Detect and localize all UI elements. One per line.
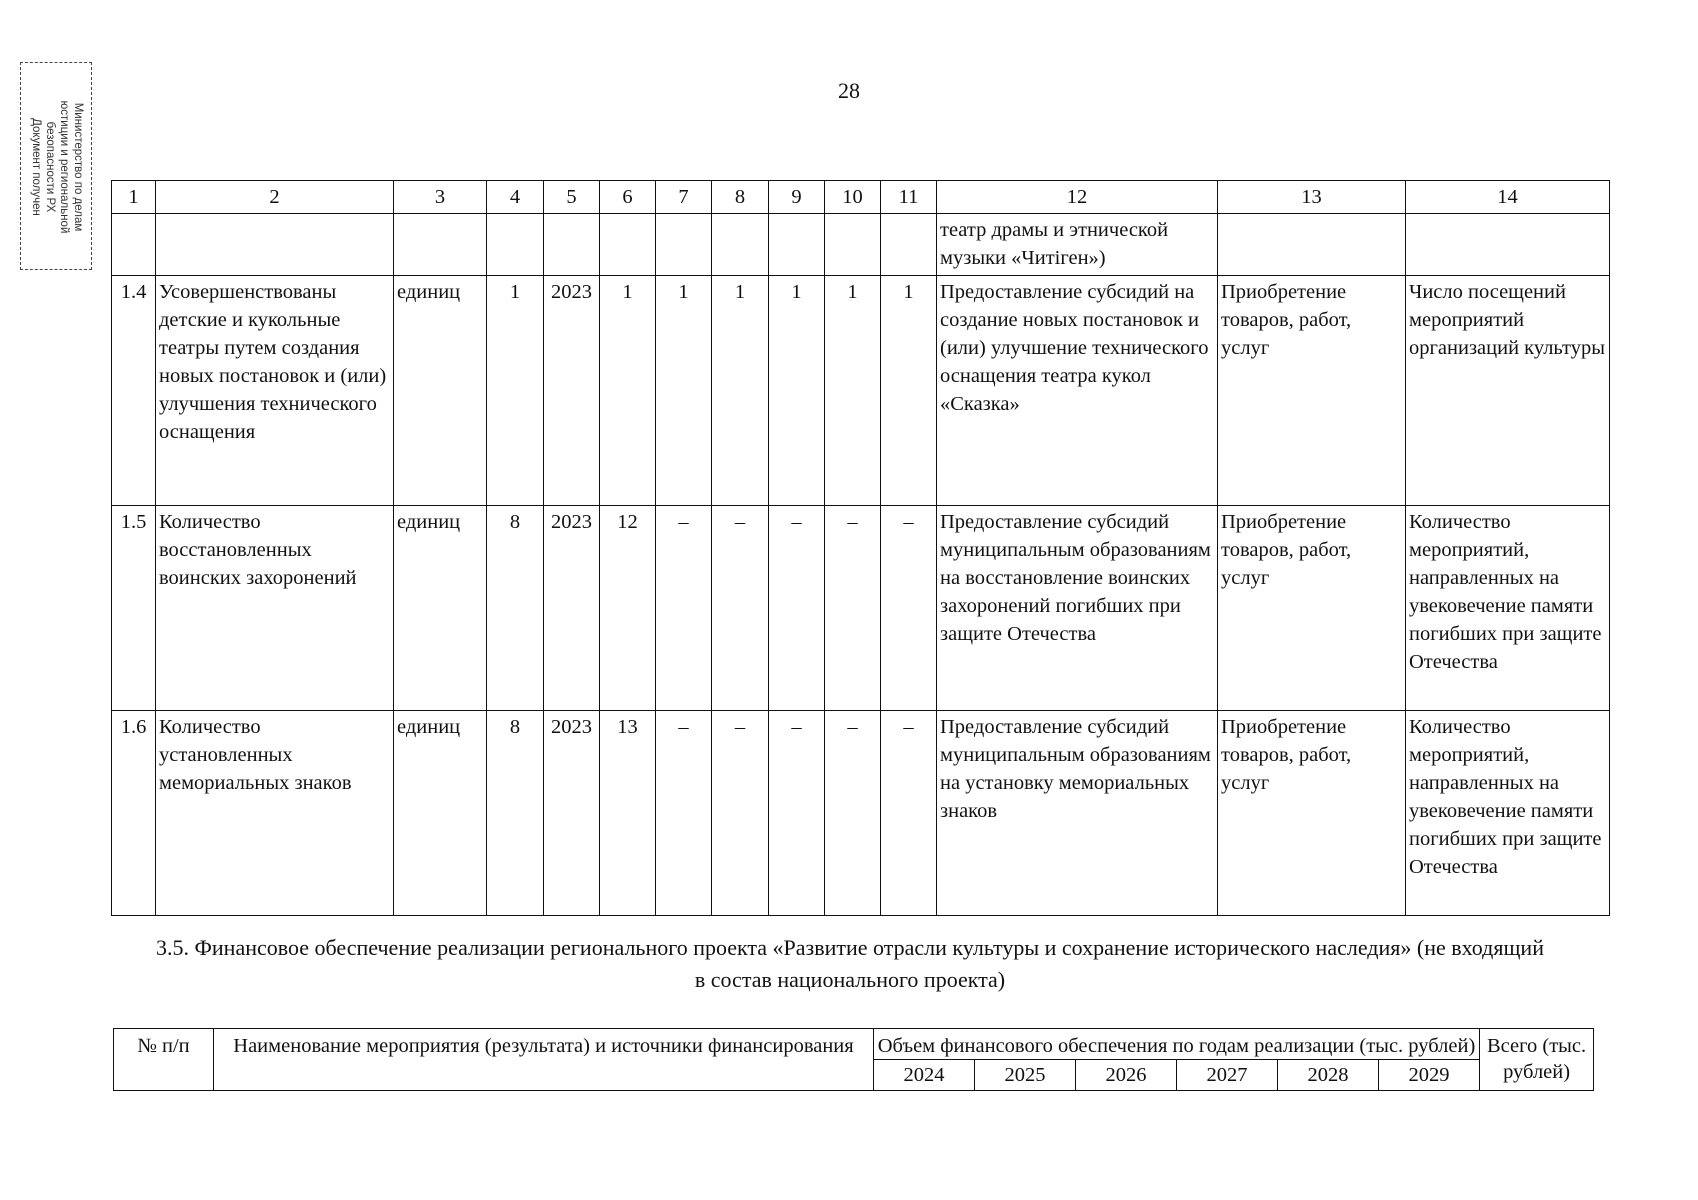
section-title: 3.5. Финансовое обеспечение реализации регионального проекта «Развитие отрасли культуры и сохранение исторического наследия» (не входящий в состав национального проекта) (156, 935, 1544, 992)
table-cell (544, 214, 600, 276)
table-cell: Приобретение товаров, работ, услуг (1218, 711, 1406, 916)
table-cell: 1 (487, 276, 544, 506)
col-volume-header: Объем финансового обеспечения по годам реализации (тыс. рублей) (874, 1029, 1480, 1060)
table-cell (712, 214, 769, 276)
year-header: 2024 (874, 1060, 975, 1091)
column-header: 10 (825, 181, 881, 214)
table-cell: театр драмы и этнической музыки «Читіген») (937, 214, 1218, 276)
column-header: 6 (600, 181, 656, 214)
table-cell (656, 214, 712, 276)
page-number: 28 (838, 78, 860, 103)
table-cell: – (825, 711, 881, 916)
col-number-header: № п/п (114, 1029, 214, 1091)
year-header: 2027 (1177, 1060, 1278, 1091)
table-cell: 1 (769, 276, 825, 506)
column-header: 4 (487, 181, 544, 214)
table-cell (394, 214, 487, 276)
table-cell: 8 (487, 711, 544, 916)
table-cell: – (712, 506, 769, 711)
table-cell: – (769, 506, 825, 711)
table-cell: 1.4 (112, 276, 156, 506)
column-header: 11 (881, 181, 937, 214)
table-cell: 1 (825, 276, 881, 506)
col-total-header: Всего (тыс. рублей) (1480, 1029, 1594, 1091)
table-cell: 1 (656, 276, 712, 506)
table-cell: Количество мероприятий, направленных на увековечение памяти погибших при защите Отечества (1406, 711, 1610, 916)
table-cell: Приобретение товаров, работ, услуг (1218, 506, 1406, 711)
table-cell: Усовершенствованы детские и кукольные театры путем создания новых постановок и (или) улучшения технического оснащения (156, 276, 394, 506)
table-row (112, 276, 1610, 506)
column-header: 14 (1406, 181, 1610, 214)
table-cell (881, 214, 937, 276)
table-cell: 1.5 (112, 506, 156, 711)
year-header: 2025 (975, 1060, 1076, 1091)
table-cell: единиц (394, 506, 487, 711)
table-cell: Предоставление субсидий муниципальным образованиям на восстановление воинских захоронений погибших при защите Отечества (937, 506, 1218, 711)
table-cell: – (881, 506, 937, 711)
table-cell: – (656, 506, 712, 711)
table-cell (487, 214, 544, 276)
column-header: 9 (769, 181, 825, 214)
year-header: 2028 (1278, 1060, 1379, 1091)
table-header-row (114, 1029, 1594, 1060)
table-cell: единиц (394, 711, 487, 916)
table-cell: 2023 (544, 711, 600, 916)
year-header: 2029 (1379, 1060, 1480, 1091)
table-cell: – (881, 711, 937, 916)
table-cell (1218, 214, 1406, 276)
column-header: 7 (656, 181, 712, 214)
table-cell: единиц (394, 276, 487, 506)
stamp-line: Министерство по делам (72, 102, 84, 232)
table-row (112, 711, 1610, 916)
financing-table (113, 1028, 1594, 1091)
table-cell: Предоставление субсидий на создание новых постановок и (или) улучшение технического оснащения театра кукол «Сказка» (937, 276, 1218, 506)
column-header: 13 (1218, 181, 1406, 214)
table-cell: Количество установленных мемориальных знаков (156, 711, 394, 916)
table-cell (600, 214, 656, 276)
table-header-row (112, 181, 1610, 214)
table-cell: 1 (600, 276, 656, 506)
table-cell: Количество восстановленных воинских захоронений (156, 506, 394, 711)
table-cell (769, 214, 825, 276)
table-cell: – (656, 711, 712, 916)
table-cell (1406, 214, 1610, 276)
column-header: 12 (937, 181, 1218, 214)
table-cell: 13 (600, 711, 656, 916)
table-cell: Предоставление субсидий муниципальным образованиям на установку мемориальных знаков (937, 711, 1218, 916)
year-header: 2026 (1076, 1060, 1177, 1091)
table-cell: Количество мероприятий, направленных на увековечение памяти погибших при защите Отечества (1406, 506, 1610, 711)
table-cell: Число посещений мероприятий организаций культуры (1406, 276, 1610, 506)
stamp-line: безопасности РХ (44, 121, 56, 213)
table-cell (156, 214, 394, 276)
table-cell: 2023 (544, 276, 600, 506)
column-header: 3 (394, 181, 487, 214)
table-cell: Приобретение товаров, работ, услуг (1218, 276, 1406, 506)
table-cell: – (825, 506, 881, 711)
table-cell: 8 (487, 506, 544, 711)
results-table (111, 180, 1610, 916)
column-header: 8 (712, 181, 769, 214)
table-cell: 1 (712, 276, 769, 506)
col-name-header: Наименование мероприятия (результата) и источники финансирования (214, 1029, 874, 1091)
table-row (112, 214, 1610, 276)
table-cell: 1.6 (112, 711, 156, 916)
table-cell: 2023 (544, 506, 600, 711)
column-header: 1 (112, 181, 156, 214)
column-header: 2 (156, 181, 394, 214)
stamp-line: юстиции и региональной (58, 100, 70, 234)
table-row (112, 506, 1610, 711)
table-cell: 12 (600, 506, 656, 711)
table-cell (825, 214, 881, 276)
stamp-line: Документ получен (30, 118, 42, 216)
table-cell (112, 214, 156, 276)
column-header: 5 (544, 181, 600, 214)
table-cell: – (712, 711, 769, 916)
table-cell: 1 (881, 276, 937, 506)
table-cell: – (769, 711, 825, 916)
